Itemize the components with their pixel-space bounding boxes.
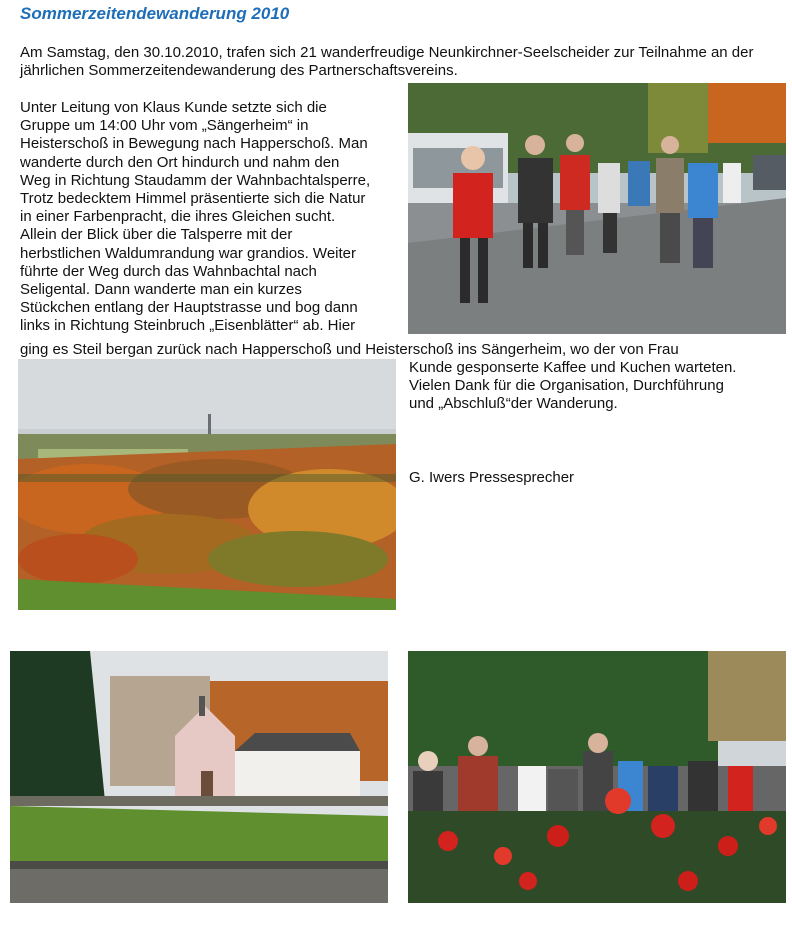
closing-line: Kunde gesponserte Kaffee und Kuchen warteten. <box>409 359 737 376</box>
body-line: Heisterschoß in Bewegung nach Happerschoß. Man <box>20 135 368 153</box>
body-line: Allein der Blick über die Talsperre mit der <box>20 226 293 244</box>
body-line: Seligental. Dann wanderte man ein kurzes <box>20 281 302 299</box>
photo-group-with-roses <box>408 651 786 903</box>
body-line: wanderte durch den Ort hindurch und nahm den <box>20 153 340 171</box>
photo-hikers-on-road <box>408 83 786 334</box>
photo-autumn-valley <box>18 359 396 610</box>
body-line-wide: ging es Steil bergan zurück nach Happerschoß und Heisterschoß ins Sängerheim, wo der von Frau <box>20 341 679 358</box>
body-line: führte der Weg durch das Wahnbachtal nach <box>20 262 317 280</box>
body-line: herbstlichen Waldumrandung war grandios. Weiter <box>20 244 356 262</box>
author-signature: G. Iwers Pressesprecher <box>409 469 575 486</box>
page-title: Sommerzeitendewanderung 2010 <box>20 4 290 23</box>
body-line: Weg in Richtung Staudamm der Wahnbachtalsperre, <box>20 171 371 189</box>
body-line: Unter Leitung von Klaus Kunde setzte sich die <box>20 99 327 116</box>
closing-text <box>409 359 789 414</box>
intro-paragraph: Am Samstag, den 30.10.2010, trafen sich 21 wanderfreudige Neunkirchner-Seelscheider zur Teilnahme an der jährlichen Sommerzeitendewanderung des Partnerschaftsvereins. <box>20 44 754 79</box>
body-text-column <box>20 99 406 336</box>
body-line: links in Richtung Steinbruch „Eisenblätter“ ab. Hier <box>20 317 356 335</box>
body-line: Gruppe um 14:00 Uhr vom „Sängerheim“ in <box>20 117 309 135</box>
body-line: in einer Farbenpracht, die ihres Gleichen sucht. <box>20 208 336 226</box>
body-line: Stückchen entlang der Hauptstrasse und bog dann <box>20 299 358 317</box>
body-line: Trotz bedecktem Himmel präsentierte sich die Natur <box>20 190 366 208</box>
closing-line: und „Abschluß“der Wanderung. <box>409 395 618 413</box>
photo-chapel-lawn <box>10 651 388 903</box>
closing-line: Vielen Dank für die Organisation, Durchführung <box>409 377 724 395</box>
